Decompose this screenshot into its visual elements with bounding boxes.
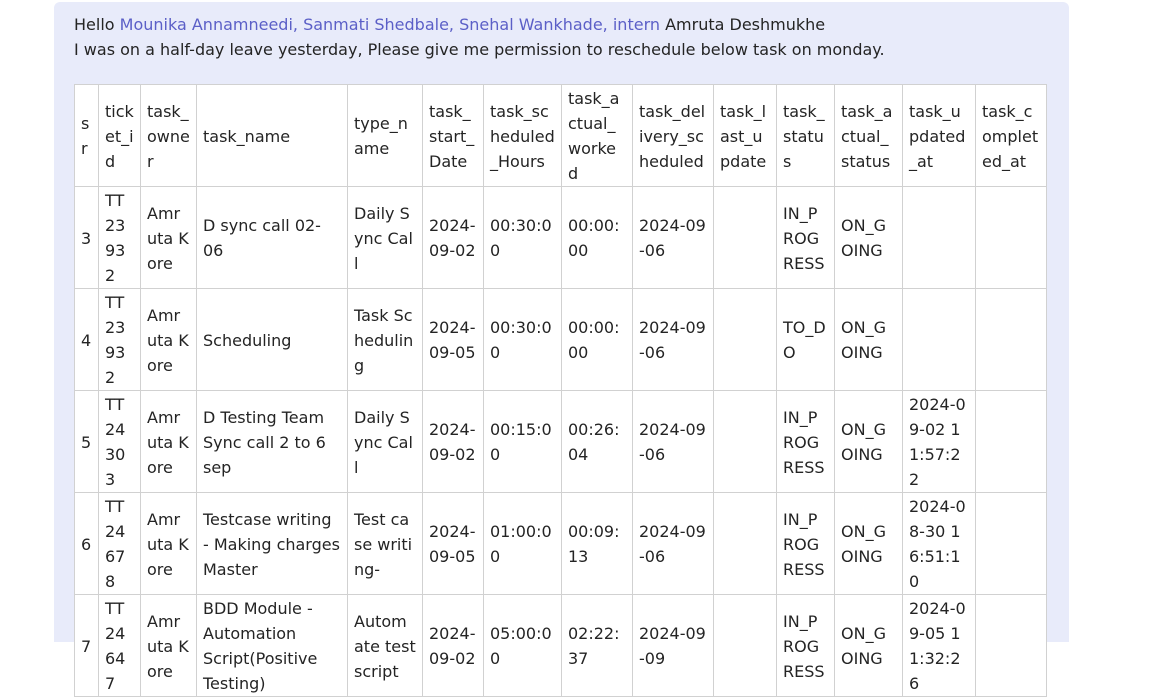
column-header-task-completed-at: task_completed_at: [976, 85, 1047, 187]
mention-intern[interactable]: intern: [612, 15, 660, 34]
column-header-task-delivery-scheduled: task_delivery_scheduled: [633, 85, 714, 187]
cell-task-scheduled-hours: 05:00:00: [484, 595, 562, 697]
cell-task-owner: Amruta Kore: [141, 289, 197, 391]
cell-task-name: Testcase writing - Making charges Master: [197, 493, 348, 595]
cell-task-actual-worked: 00:26:04: [562, 391, 633, 493]
cell-task-status: IN_PROGRESS: [777, 595, 835, 697]
cell-task-start-date: 2024-09-05: [423, 493, 484, 595]
cell-task-delivery-scheduled: 2024-09-06: [633, 493, 714, 595]
cell-task-name: Scheduling: [197, 289, 348, 391]
cell-sr: 7: [75, 595, 99, 697]
cell-task-completed-at: [976, 595, 1047, 697]
cell-type-name: Task Scheduling: [348, 289, 423, 391]
cell-task-start-date: 2024-09-02: [423, 595, 484, 697]
column-header-sr: sr: [75, 85, 99, 187]
table-header: [75, 85, 1047, 187]
cell-task-scheduled-hours: 01:00:00: [484, 493, 562, 595]
column-header-task-last-update: task_last_update: [714, 85, 777, 187]
cell-type-name: Automate test script: [348, 595, 423, 697]
cell-task-last-update: [714, 187, 777, 289]
cell-task-actual-worked: 02:22:37: [562, 595, 633, 697]
cell-ticket-id: TT23932: [99, 187, 141, 289]
column-header-task-scheduled-hours: task_scheduled_Hours: [484, 85, 562, 187]
cell-task-actual-status: ON_GOING: [835, 187, 903, 289]
cell-sr: 6: [75, 493, 99, 595]
table-row: [75, 391, 1047, 493]
column-header-task-status: task_status: [777, 85, 835, 187]
cell-task-updated-at: 2024-08-30 16:51:10: [903, 493, 976, 595]
message-body: I was on a half-day leave yesterday, Please give me permission to reschedule below task on monday.: [74, 40, 885, 59]
cell-task-delivery-scheduled: 2024-09-06: [633, 289, 714, 391]
column-header-type-name: type_name: [348, 85, 423, 187]
cell-task-last-update: [714, 289, 777, 391]
greeting: Hello: [74, 15, 115, 34]
cell-task-owner: Amruta Kore: [141, 493, 197, 595]
cell-ticket-id: TT24678: [99, 493, 141, 595]
cell-ticket-id: TT24303: [99, 391, 141, 493]
column-header-task-actual-status: task_actual_status: [835, 85, 903, 187]
cell-task-actual-worked: 00:00:00: [562, 187, 633, 289]
cell-task-updated-at: [903, 187, 976, 289]
cell-task-actual-worked: 00:09:13: [562, 493, 633, 595]
cell-task-scheduled-hours: 00:30:00: [484, 289, 562, 391]
column-header-task-owner: task_owner: [141, 85, 197, 187]
cell-task-owner: Amruta Kore: [141, 595, 197, 697]
cell-task-completed-at: [976, 391, 1047, 493]
cell-type-name: Daily Sync Call: [348, 187, 423, 289]
column-header-task-updated-at: task_updated_at: [903, 85, 976, 187]
cell-task-completed-at: [976, 289, 1047, 391]
cell-task-last-update: [714, 493, 777, 595]
message-bubble: [54, 2, 1069, 693]
cell-task-start-date: 2024-09-05: [423, 289, 484, 391]
cell-task-updated-at: 2024-09-02 11:57:22: [903, 391, 976, 493]
cell-task-name: D sync call 02-06: [197, 187, 348, 289]
cell-task-status: IN_PROGRESS: [777, 187, 835, 289]
cell-task-delivery-scheduled: 2024-09-06: [633, 187, 714, 289]
cell-task-scheduled-hours: 00:30:00: [484, 187, 562, 289]
column-header-task-name: task_name: [197, 85, 348, 187]
column-header-ticket-id: ticket_id: [99, 85, 141, 187]
table-row: [75, 493, 1047, 595]
table-body: [75, 187, 1047, 697]
cell-task-status: IN_PROGRESS: [777, 493, 835, 595]
table-row: [75, 289, 1047, 391]
cell-task-actual-status: ON_GOING: [835, 493, 903, 595]
cell-task-delivery-scheduled: 2024-09-09: [633, 595, 714, 697]
cell-task-delivery-scheduled: 2024-09-06: [633, 391, 714, 493]
column-header-task-start-date: task_start_Date: [423, 85, 484, 187]
cell-task-actual-worked: 00:00:00: [562, 289, 633, 391]
cell-task-last-update: [714, 595, 777, 697]
cell-task-actual-status: ON_GOING: [835, 391, 903, 493]
cell-task-status: TO_DO: [777, 289, 835, 391]
cell-task-scheduled-hours: 00:15:00: [484, 391, 562, 493]
column-header-task-actual-worked: task_actual_worked: [562, 85, 633, 187]
cell-task-updated-at: [903, 289, 976, 391]
cell-type-name: Daily Sync Call: [348, 391, 423, 493]
cell-type-name: Test case writing-: [348, 493, 423, 595]
mention-sanmati[interactable]: Sanmati Shedbale,: [303, 15, 455, 34]
cell-ticket-id: TT24647: [99, 595, 141, 697]
cell-task-last-update: [714, 391, 777, 493]
cell-task-completed-at: [976, 187, 1047, 289]
cell-task-actual-status: ON_GOING: [835, 595, 903, 697]
message-text: [74, 12, 885, 62]
cell-task-updated-at: 2024-09-05 11:32:26: [903, 595, 976, 697]
cell-task-start-date: 2024-09-02: [423, 187, 484, 289]
cell-task-start-date: 2024-09-02: [423, 391, 484, 493]
task-table: [74, 84, 1047, 697]
cell-task-name: BDD Module - Automation Script(Positive Testing): [197, 595, 348, 697]
cell-task-owner: Amruta Kore: [141, 391, 197, 493]
cell-ticket-id: TT23932: [99, 289, 141, 391]
mention-mounika[interactable]: Mounika Annamneedi,: [119, 15, 298, 34]
cell-sr: 3: [75, 187, 99, 289]
cell-task-status: IN_PROGRESS: [777, 391, 835, 493]
cell-task-owner: Amruta Kore: [141, 187, 197, 289]
table-row: [75, 595, 1047, 697]
sender-name: Amruta Deshmukhe: [665, 15, 826, 34]
greeting-line: [74, 12, 885, 37]
cell-task-completed-at: [976, 493, 1047, 595]
cell-sr: 4: [75, 289, 99, 391]
mention-snehal[interactable]: Snehal Wankhade,: [459, 15, 608, 34]
cell-task-name: D Testing Team Sync call 2 to 6 sep: [197, 391, 348, 493]
table-row: [75, 187, 1047, 289]
cell-task-actual-status: ON_GOING: [835, 289, 903, 391]
cell-sr: 5: [75, 391, 99, 493]
